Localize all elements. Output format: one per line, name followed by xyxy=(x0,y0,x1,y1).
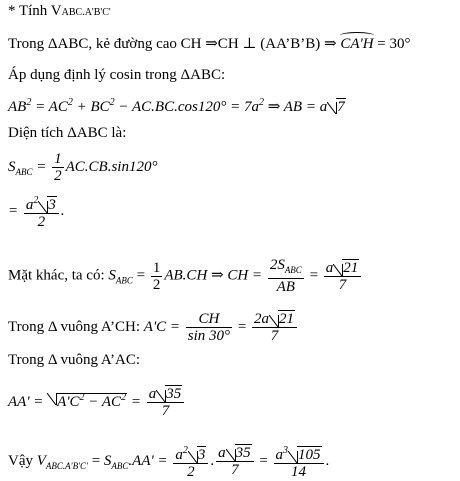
line5-lhs: A'C = xyxy=(143,318,184,335)
line7-mid: .AA' = xyxy=(128,452,172,469)
line-triangle-a1ch xyxy=(8,311,299,344)
eq3-root: 3 xyxy=(48,197,56,213)
line7-vsub: ABC.A'B'C' xyxy=(45,460,88,471)
line4-eq2: = xyxy=(305,267,322,284)
line7-f1exp: 2 xyxy=(182,445,188,456)
eq4-num xyxy=(147,386,185,403)
line4-f3num xyxy=(324,260,362,277)
line4-eq: = xyxy=(132,267,149,284)
line7-fraction-2 xyxy=(216,445,254,478)
eq2-eq: = xyxy=(32,158,51,175)
line5-f2num xyxy=(252,311,297,328)
line5-num: CH xyxy=(186,311,232,328)
eq1-left: AB xyxy=(8,99,27,115)
eq4-fraction xyxy=(147,386,185,419)
line4-f2den: AB xyxy=(276,279,295,295)
eq3-fraction xyxy=(24,193,59,230)
line7-f2root: 35 xyxy=(235,445,251,461)
eq4-sqrt xyxy=(47,389,127,411)
line-triangle-a1ac: Trong Δ vuông A’AC: xyxy=(8,352,141,368)
eq3-eq: = xyxy=(8,202,22,219)
eq1-exp-1: 2 xyxy=(26,97,32,108)
line4-sqrt xyxy=(333,260,359,276)
line4-mid: AB.CH ⇒ CH = xyxy=(164,267,266,284)
line4-text: Mặt khác, ta có: xyxy=(8,267,109,284)
heading-v: V xyxy=(50,3,62,19)
equation-height xyxy=(8,386,186,419)
eq1-mid3: − AC.BC.cos120° = 7a xyxy=(114,99,259,115)
line4-f3den: 7 xyxy=(338,276,347,293)
line5-f2root: 21 xyxy=(279,311,295,327)
eq4-fa: a xyxy=(148,386,157,402)
line-area-intro: Diện tích ΔABC là: xyxy=(8,125,127,141)
line7-dot: . xyxy=(210,452,215,469)
line5-eq: = xyxy=(234,318,251,335)
line7-f1sqrt xyxy=(188,447,207,463)
eq4-froot: 35 xyxy=(166,386,182,402)
eq4-den: 7 xyxy=(161,403,170,419)
line7-ssub: ABC xyxy=(111,460,129,471)
line4-f2sub: ABC xyxy=(284,265,302,275)
eq4-inner1: A'C xyxy=(57,393,80,410)
line7-fraction-3 xyxy=(274,443,324,480)
line7-f2a: a xyxy=(218,445,226,461)
angle-label: CA'H xyxy=(340,36,374,52)
line4-f2num-wrap xyxy=(268,257,304,279)
line5-f2a: 2a xyxy=(254,311,270,327)
equation-cosine xyxy=(8,94,346,116)
line4-fraction-2 xyxy=(268,257,304,295)
line5-sqrt xyxy=(269,311,295,327)
eq1-sqrt xyxy=(327,98,346,116)
equation-area xyxy=(8,151,157,184)
eq3-sqrt xyxy=(38,197,57,213)
eq3-num-exp: 2 xyxy=(33,195,39,206)
eq1-mid2: + BC xyxy=(72,99,110,115)
eq4-lhs: AA' = xyxy=(8,393,48,410)
line7-fraction-1 xyxy=(173,443,208,480)
line5-den: sin 30° xyxy=(187,328,231,344)
line4-f3root: 21 xyxy=(343,259,359,276)
line5-f2den: 7 xyxy=(270,328,279,344)
line4-fraction-3 xyxy=(324,260,362,293)
line7-f1root: 3 xyxy=(197,447,206,463)
eq4-exp-1: 2 xyxy=(79,391,85,403)
heading-sub: ABC.A'B'C' xyxy=(61,7,111,18)
line-altitude-text: Trong ΔABC, kẻ đường cao CH ⇒CH ⊥ (AA’B’B) ⇒ xyxy=(8,36,341,52)
line7-f2den: 7 xyxy=(231,462,239,478)
eq1-exp-4: 2 xyxy=(258,97,264,108)
eq2-fraction xyxy=(52,151,64,184)
eq3-den: 2 xyxy=(37,214,46,230)
line7-text: Vậy xyxy=(8,452,37,469)
line7-f3den: 14 xyxy=(291,464,307,480)
line7-f3exp: 3 xyxy=(283,445,289,456)
heading-star: * Tính xyxy=(8,3,51,19)
eq2-den: 2 xyxy=(54,168,62,184)
eq3-num xyxy=(24,193,59,214)
line7-f1a: a xyxy=(175,447,183,463)
eq4-eq: = xyxy=(127,393,145,410)
line-other-side xyxy=(8,257,363,295)
eq3-end: . xyxy=(60,202,65,219)
line7-f3num xyxy=(274,443,324,464)
eq1-exp-3: 2 xyxy=(109,97,115,108)
line7-f1num xyxy=(173,443,208,464)
eq2-s: S xyxy=(8,158,16,175)
line4-sub: ABC xyxy=(115,275,133,286)
line7-f3a: a xyxy=(275,447,284,463)
line-conclusion xyxy=(8,443,329,480)
line7-end: . xyxy=(325,452,330,469)
line-cosine-rule: Áp dụng định lý cosin trong ΔABC: xyxy=(8,67,226,83)
line4-fraction-1 xyxy=(151,260,163,293)
eq2-num: 1 xyxy=(54,151,62,167)
eq4-inner2: − AC xyxy=(84,393,122,410)
eq1-root: 7 xyxy=(337,99,345,115)
eq3-num-a: a xyxy=(25,197,34,213)
line7-f2sqrt xyxy=(226,445,252,461)
heading xyxy=(8,2,111,22)
eq4-exp-2: 2 xyxy=(121,391,127,403)
line4-f3a: a xyxy=(325,259,334,276)
line-altitude xyxy=(8,35,411,53)
eq1-exp-2: 2 xyxy=(67,97,73,108)
line4-f2num: 2S xyxy=(269,257,285,273)
line7-eq2: = xyxy=(255,452,272,469)
eq4-inner xyxy=(56,393,127,410)
eq2-sub: ABC xyxy=(15,166,33,177)
line5-text: Trong Δ vuông A’CH: xyxy=(8,318,144,335)
line4-den: 2 xyxy=(152,276,161,293)
line5-fraction-2 xyxy=(252,311,297,344)
equation-area-result xyxy=(8,193,65,230)
angle-value: = 30° xyxy=(373,36,411,52)
eq2-rest: AC.CB.sin120° xyxy=(65,158,158,175)
line7-f3root: 105 xyxy=(298,447,321,463)
eq4-num-sqrt xyxy=(156,386,182,402)
line5-fraction-1 xyxy=(186,311,232,344)
line7-eq1: = xyxy=(87,452,104,469)
line4-num: 1 xyxy=(152,259,161,276)
line4-s: S xyxy=(108,267,116,284)
line7-f1den: 2 xyxy=(187,464,195,480)
line7-f3sqrt xyxy=(288,447,322,463)
line7-v: V xyxy=(36,452,46,469)
line7-f2num xyxy=(216,445,254,462)
eq1-mid1: = AC xyxy=(31,99,68,115)
eq1-mid4: ⇒ AB = a xyxy=(263,99,328,115)
line7-s: S xyxy=(103,452,112,469)
